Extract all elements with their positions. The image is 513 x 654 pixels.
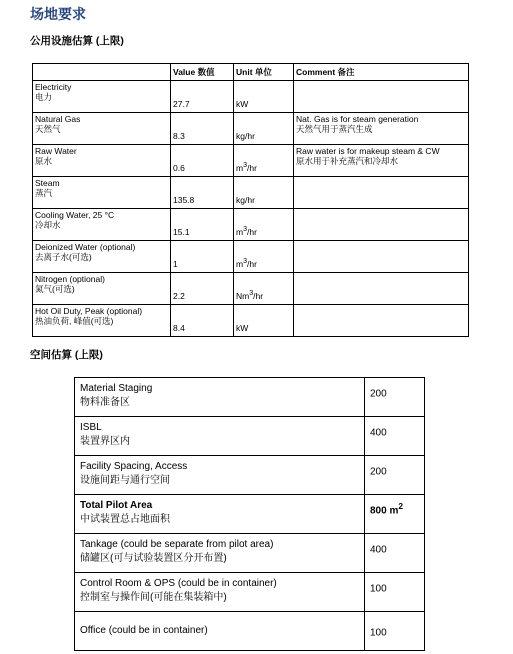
item-cn: 冷却水 [35,220,61,230]
item-cell [33,113,171,145]
table-row [75,378,425,417]
comment-cell: Nat. Gas is for steam generation 天然气用于蒸汽生成 [294,113,469,145]
value-cell: 8.4 [171,305,234,337]
table-row [33,241,469,273]
comment-cell [294,273,469,305]
item-en: Deionized Water (optional) [35,242,136,252]
area-value: 800 $m^2$ [365,495,425,534]
table-row [33,209,469,241]
area-value: 200 [365,378,425,417]
unit-cell: kW [234,305,294,337]
item-cell [33,241,171,273]
header-item [33,64,171,81]
item-cn: 去离子水(可选) [35,252,92,262]
table-row [33,177,469,209]
value-cell: 15.1 [171,209,234,241]
table-row [75,612,425,651]
unit-cell: kW [234,81,294,113]
unit-cell: $m^3/hr$ [234,241,294,273]
comment-cell [294,177,469,209]
value-cell: 27.7 [171,81,234,113]
item-cell [33,81,171,113]
header-comment: Comment 备注 [294,64,469,81]
page-title: 场地要求 [30,6,86,22]
unit-cell: $m^3/hr$ [234,209,294,241]
comment-cell [294,241,469,273]
unit-cell: $m^3/hr$ [234,145,294,177]
value-cell: 1 [171,241,234,273]
unit-cell: kg/hr [234,113,294,145]
item-cell [33,209,171,241]
value-cell: 0.6 [171,145,234,177]
item-cn: 热油负荷, 峰值(可选) [35,316,114,326]
unit-cell: kg/hr [234,177,294,209]
utilities-table [32,63,469,337]
header-unit: Unit 单位 [234,64,294,81]
area-value: 200 [365,456,425,495]
space-heading: 空间估算 (上限) [30,349,103,361]
area-cell: Office (could be in container) [75,612,365,651]
table-row [75,534,425,573]
table-row [33,81,469,113]
area-cell: Material Staging 物料准备区 [75,378,365,417]
area-cell: ISBL 装置界区内 [75,417,365,456]
area-value: 100 [365,573,425,612]
area-value: 400 [365,534,425,573]
table-row [75,456,425,495]
item-en: Steam [35,178,60,188]
comment-cell [294,305,469,337]
item-cell [33,145,171,177]
table-row [33,145,469,177]
total-row [75,495,425,534]
comment-cell [294,81,469,113]
item-cn: 原水 [35,156,53,166]
area-value: 100 [365,612,425,651]
table-header-row [33,64,469,81]
item-en: Hot Oil Duty, Peak (optional) [35,306,143,316]
item-en: Electricity [35,82,72,92]
item-cn: 电力 [35,92,53,102]
area-cell: Tankage (could be separate from pilot area) 储罐区(可与试验装置区分开布置) [75,534,365,573]
header-value: Value 数值 [171,64,234,81]
unit-cell: Nm$^3$/hr [234,273,294,305]
item-en: Cooling Water, 25 °C [35,210,115,220]
comment-cell [294,209,469,241]
item-cn: 氮气(可选) [35,284,75,294]
utilities-heading: 公用设施估算 (上限) [30,35,124,47]
value-cell: 2.2 [171,273,234,305]
item-cell [33,273,171,305]
item-cell [33,177,171,209]
item-en: Nitrogen (optional) [35,274,105,284]
table-row [33,273,469,305]
item-cn: 蒸汽 [35,188,53,198]
item-en: Natural Gas [35,114,81,124]
area-cell: Total Pilot Area 中试装置总占地面积 [75,495,365,534]
space-table [74,377,425,651]
item-cn: 天然气 [35,124,61,134]
value-cell: 8.3 [171,113,234,145]
area-cell: Facility Spacing, Access 设施间距与通行空间 [75,456,365,495]
table-row [75,573,425,612]
area-cell: Control Room & OPS (could be in container) 控制室与操作间(可能在集装箱中) [75,573,365,612]
item-cell [33,305,171,337]
table-row [33,113,469,145]
table-row [75,417,425,456]
value-cell: 135.8 [171,177,234,209]
table-row [33,305,469,337]
comment-cell: Raw water is for makeup steam & CW 原水用于补充蒸汽和冷却水 [294,145,469,177]
item-en: Raw Water [35,146,77,156]
area-value: 400 [365,417,425,456]
